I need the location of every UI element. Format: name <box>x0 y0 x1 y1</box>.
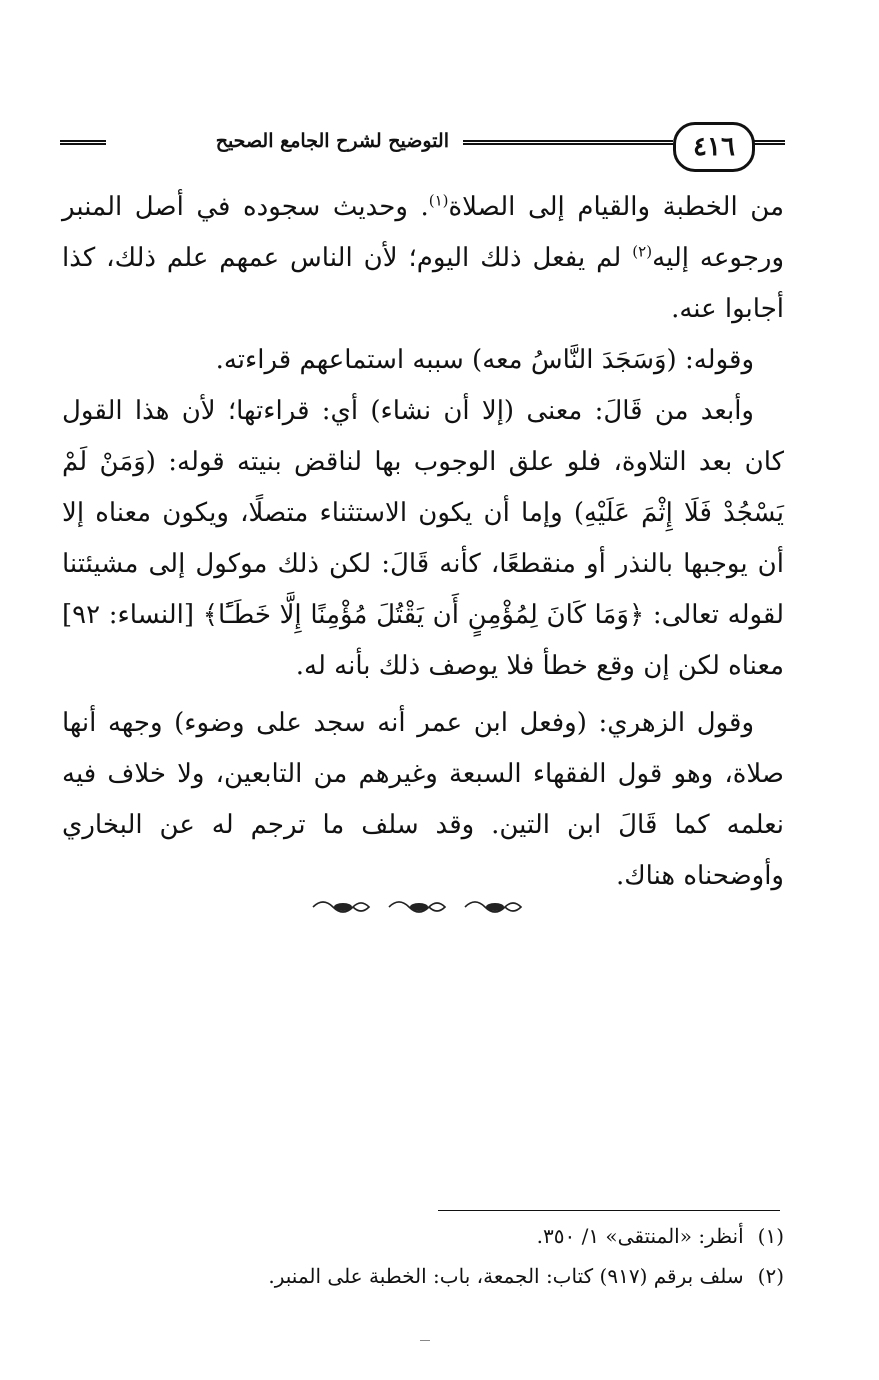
footnotes <box>150 1216 784 1296</box>
footnote-2 <box>150 1256 784 1296</box>
print-mark <box>420 1340 430 1341</box>
footnote-text: سلف برقم (٩١٧) كتاب: الجمعة، باب: الخطبة على المنبر. <box>268 1264 744 1288</box>
paragraph-1-part-b: . وحديث سجوده في أصل المنبر ورجوعه إليه <box>62 192 784 273</box>
header-rule-left <box>60 140 106 148</box>
paragraph-3 <box>62 386 784 692</box>
footnote-text: أنظر: «المنتقى» ١/ ٣٥٠. <box>536 1224 744 1248</box>
paragraph-2: وقوله: (وَسَجَدَ النَّاسُ معه) سببه استماعهم قراءته. <box>215 345 754 375</box>
page-header <box>60 120 785 172</box>
paragraph-3-part-a: وأبعد من قَالَ: معنى (إلا أن نشاء) أي: قراءتها؛ لأن هذا القول كان بعد التلاوة، فلو علق الوجوب بها لناقض بنيته قوله: (وَمَنْ لَمْ يَسْجُدْ فَلَا إِثْمَ عَلَيْهِ) وإما أن يكون الاستثناء متصلًا، ويكون معناه إلا أن يوجبها بالنذر أو منقطعًا، كأنه قَالَ: لكن ذلك موكول إلى مشيئتنا لقوله تعالى: <box>62 396 785 630</box>
quran-quote: ﴿وَمَا كَانَ لِمُؤْمِنٍ أَن يَقْتُلَ مُؤْمِنًا إِلَّا خَطَـًٔا﴾ <box>202 600 645 630</box>
paragraph-1-part-a: من الخطبة والقيام إلى الصلاة <box>448 192 784 222</box>
main-text <box>62 182 784 902</box>
paragraph-1 <box>62 182 784 335</box>
footnote-separator <box>438 1210 780 1211</box>
footnote-1 <box>150 1216 784 1256</box>
footnote-number: (١) <box>757 1224 784 1248</box>
footnote-ref-1: (١) <box>428 191 449 210</box>
paragraph-3-part-b: [النساء: ٩٢] معناه لكن إن وقع خطأ فلا يوصف ذلك بأنه له. <box>62 600 784 681</box>
paragraph-4: وقول الزهري: (وفعل ابن عمر أنه سجد على وضوء) وجهه أنها صلاة، وهو قول الفقهاء السبعة وغيرهم من التابعين، ولا خلاف فيه نعلمه كما قَالَ ابن التين. وقد سلف ما ترجم له عن البخاري وأوضحناه هناك. <box>62 708 784 891</box>
footnote-ref-2: (٢) <box>632 242 653 261</box>
paragraph-1-part-c: لم يفعل ذلك اليوم؛ لأن الناس عمهم علم ذلك، كذا أجابوا عنه. <box>62 243 784 324</box>
book-title: التوضيح لشرح الجامع الصحيح <box>215 130 449 152</box>
section-ornament <box>305 892 535 922</box>
page-number: ٤١٦ <box>673 122 755 172</box>
header-rule-middle <box>463 140 673 148</box>
footnote-number: (٢) <box>757 1264 784 1288</box>
